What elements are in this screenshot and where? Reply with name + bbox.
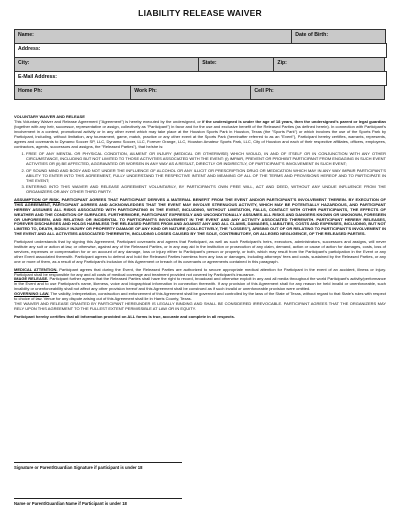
certification-item: 2. OF SOUND MIND AND BODY AND NOT UNDER THE INFLUENCE OF ALCOHOL OR ANY ILLICIT OR PRESCRIPTION DRUG OR MEDICATION WHICH MAY IN ANY WAY IMPAIR PARTICIPANT'S ABILITY TO ENTER INTO THIS AGREEMENT, FULLY UNDERSTAND THE RESPECTIVE INTENT AND MEANING OF ALL OF THE TERMS AND PROVISIONS HEREOF AND TO PARTICIPATE IN THE EVENT; <box>26 169 386 184</box>
image-paragraph <box>14 277 386 292</box>
voluntary-heading: VOLUNTARY WAIVER AND RELEASE <box>14 114 85 119</box>
printed-name-block <box>14 498 264 506</box>
page-title: LIABILITY RELEASE WAIVER <box>138 8 262 18</box>
signature-label: Signature or Parent/Guardian Signature if participant is under 18 <box>14 464 143 470</box>
city-field[interactable]: City: <box>14 57 199 72</box>
intro-text-b: (together with any heir, successor, representative or assign, collectively as "Participant") in favor and for the use and exclusive benefit of the Released Parties (as defined herein). In connection with Participant's involvement in a contest, promotional activity or in any other event which may take place at the Houston Sports Park in Houston, Texas (the "Sports Park") or which involves the use of the Sports Park by Participant, including, without limitation, any tournament, game, match, practice or any other event at the Sports Park (hereinafter referred to as an "Event"), Participant hereby certifies, warrants, represents, agrees and covenants to Dynamo Soccer SP, LLC, Dynamo Soccer, LLC, Forever Orange, LLC, Houston Amateur Sports Park, LLC, City of Houston and each of their respective affiliates, officers, employees, contractors, agents, successors and assigns, the "Released Parties"), that he/she is: <box>14 123 386 149</box>
email-field[interactable]: E-Mail Address: <box>14 71 387 86</box>
governing-text: The validity, interpretation, construction and enforcement of this Agreement shall be governed and controlled by the laws of the State of Texas, without regard to that State's rules with respect to choice of law. Venue for any dispute arising out of this Agreement shall lie in Harris County, Texas. <box>14 291 386 302</box>
work-phone-field[interactable]: Work Ph: <box>130 85 251 100</box>
certify-paragraph: Participant hereby certifies that all information provided on ALL forms is true, accurate and complete in all respects. <box>14 313 235 319</box>
certification-list <box>14 152 386 194</box>
intro-text-bold: if the undersigned is under the age of 18 years, then the undersigned's parent or legal guardian <box>202 119 386 124</box>
name-field[interactable]: Name: <box>14 29 292 44</box>
waiver-body <box>14 114 386 323</box>
image-heading: IMAGE RELEASE. <box>14 276 49 282</box>
dob-field[interactable]: Date of Birth: <box>291 29 386 44</box>
address-field[interactable]: Address: <box>14 43 387 58</box>
assumption-paragraph <box>14 198 386 237</box>
certification-item: 1. FREE OF ANY MENTAL OR PHYSICAL CONDITION, AILMENT OR INJURY (MEDICAL OR OTHERWISE) WHICH WOULD, IN AND OF ITSELF OR IN CONJUNCTION WITH ANY OTHER CIRCUMSTANCE, INCLUDING BUT NOT LIMITED TO THOSE ACTIVITIES ASSOCIATED WITH THE EVENT: (i) IMPAIR, PREVENT OR PROHIBIT PARTICIPANT FROM ENGAGING IN SUCH EVENT ACTIVITIES OR (ii) BE AFFECTED, AGGRAVATED OR WORSEN IN ANY WAY AS A RESULT, DIRECTLY OR INDIRECTLY, OF PARTICIPANT'S INVOLVEMENT IN SUCH EVENT; <box>26 152 386 167</box>
assumption-heading: ASSUMPTION OF RISK. <box>14 196 61 202</box>
waiver-caps-paragraph: THE WAIVER AND RELEASE GRANTED BY PARTICIPANT HEREUNDER IS LEGALLY BINDING AND SHALL BE CONSIDERED IRREVOCABLE. PARTICIPANT AGREES THAT THE ORGANIZERS MAY RELY UPON THIS AGREEMENT TO THE FULLEST EXTENT PERMISSIBLE AT LAW OR IN EQUITY. <box>14 301 386 311</box>
assumption-text: PARTICIPANT AGREES THAT PARTICIPANT DERIVES A MATERIAL BENEFIT FROM THE EVENT AND/OR PARTICIPANT'S INVOLVEMENT THEREIN. BY EXECUTION OF THIS AGREEMENT, PARTICIPANT AGREES AND ACKNOWLEDGES THAT THE EVENT MAY INVOLVE STRENUOUS ACTIVITY, WHICH MAY BE POTENTIALLY HAZARDOUS, AND PARTICIPANT HEREBY ASSUMES ALL RISKS ASSOCIATED WITH PARTICIPATING IN THE EVENT, INCLUDING, WITHOUT LIMITATION, FALLS, CONTACT WITH OTHER PARTICIPANTS, THE EFFECTS OF WEATHER AND THE CONDITION OF SURFACES. FURTHERMORE, PARTICIPANT EXPRESSLY AND UNCONDITIONALLY ASSUMES ALL RISKS AND DANGERS KNOWN OR UNKNOWN, FORESEEN OR UNFORESEEN, AND RELATING OR INCIDENTAL TO PARTICIPANT'S INVOLVEMENT IN THE EVENT AND ANY ACTIVITY ASSOCIATED THEREWITH. PARTICIPANT HEREBY RELEASES, FOREVER DISCHARGES AND HOLDS HARMLESS THE RELEASED PARTIES FROM AND AGAINST ANY AND ALL CLAIMS, DAMAGES, LIABILITIES, COSTS AND EXPENSES, INCLUDING, BUT NOT LIMITED TO, DEATH, BODILY INJURY OR PROPERTY DAMAGE OF ANY KIND OR NATURE (COLLECTIVELY, THE "LOSSES"), ARISING OUT OF OR RELATING TO PARTICIPANT'S INVOLVEMENT IN THE EVENT AND ALL ACTIVITIES ASSOCIATED THEREWITH, INCLUDING LOSSES CAUSED BY THE SOLE, CONTRIBUTORY, OR ALLEGED NEGLIGENCE, OF THE RELEASED PARTIES. <box>14 196 386 237</box>
medical-text: Participant agrees that during the Event, the Released Parties are authorized to secure appropriate medical attention for Participant in the event of an accident, illness or injury. Participant shall be responsible for any and all costs of medical coverage and treatment provided not covered by Participant's insurance. <box>14 266 387 277</box>
medical-heading: MEDICAL ATTENTION. <box>14 266 58 272</box>
zip-field[interactable]: Zip: <box>273 57 385 72</box>
governing-heading: GOVERNING LAW. <box>14 291 50 297</box>
state-field[interactable]: State: <box>198 57 274 72</box>
form-row-address <box>14 43 386 57</box>
form-row-phones <box>14 85 386 99</box>
form-row-email <box>14 71 386 85</box>
image-text: Participant further agrees that the Released Parties shall have the right to record, broadcast and otherwise exploit in any and all media throughout the world Participant's activity/performance in the Event and to use Participant's name, likeness, voice and biographical information in connection therewith. If any provision of this Agreement shall for any reason be held invalid or unenforceable, such invalidity or unenforceability shall not affect any other provision hereof and this Agreement shall be construed as if such invalid or unenforceable provision were omitted. <box>14 276 386 292</box>
intro-text-a: This Voluntary Waiver and Release Agreement ("Agreement") is hereby executed by the undersigned, or <box>14 119 203 124</box>
form-row-city <box>14 57 386 71</box>
certification-item: 3. ENTERING INTO THIS WAIVER AND RELEASE AGREEMENT VOLUNTARILY, BY PARTICIPANT'S OWN FREE WILL, ACT AND DEED, WITHOUT ANY UNDUE INFLUENCE FROM THE ORGANIZERS OR ANY OTHER THIRD PARTY. <box>26 185 386 195</box>
intro-paragraph <box>14 120 386 149</box>
understands-paragraph: Participant understands that by signing this Agreement, Participant covenants and agrees that Participant, as well as such Participant's heirs, executors, administrators, successors and assigns, will never institute any suit or action at law, or otherwise, against any of the Released Parties, or in any way aid in the institution or prosecution of any claim, demand, action or cause of action for damages, costs, loss of services, expenses or compensation for or on account of any damage, loss or injury either to Participant's person or property, or both, which may result from the Participant's participation in the Event or any other Event associated therewith. Participant agrees to defend and hold the Released Parties harmless from any loss or damages, including attorneys' fees and costs, sustained by the Released Parties, or any one or more of them, as a result of any Participant's inclusion of this Agreement or breach of its covenants or agreements contained in this paragraph. <box>14 239 386 264</box>
home-phone-field[interactable]: Home Ph: <box>14 85 131 100</box>
form-row-name <box>14 29 386 43</box>
participant-info-form <box>14 29 386 99</box>
cell-phone-field[interactable]: Cell Ph: <box>250 85 385 100</box>
signature-block <box>14 462 264 470</box>
printed-name-label: Name or Parent/Guardian Name if Participant is under 18 <box>14 500 127 506</box>
